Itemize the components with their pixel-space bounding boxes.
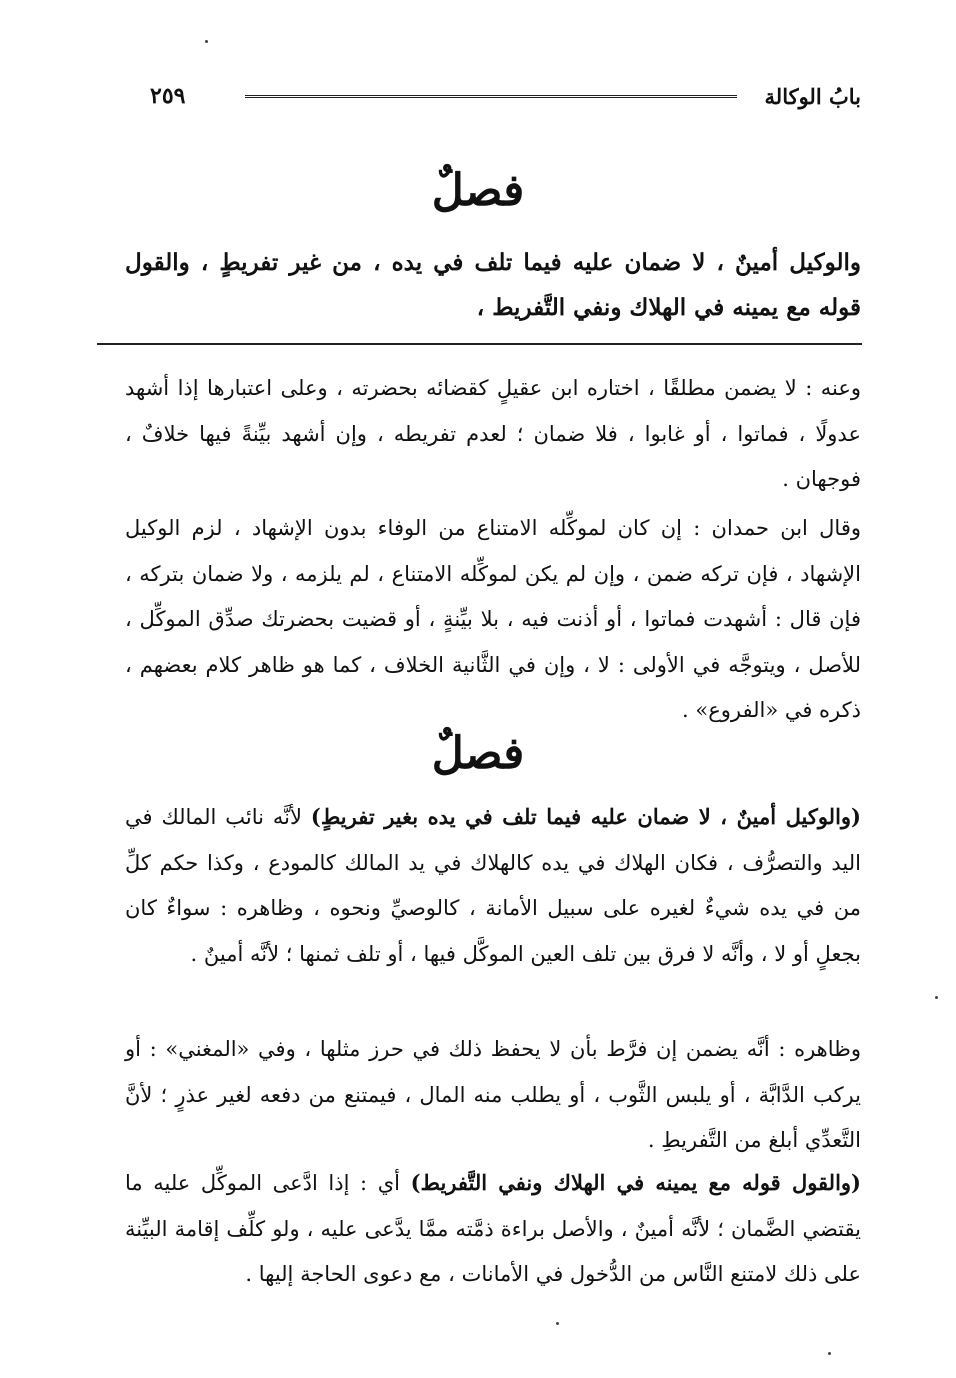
running-title: بابُ الوكالة bbox=[764, 83, 861, 109]
scan-speck bbox=[935, 996, 938, 999]
paragraph-1: وعنه : لا يضمن مطلقًا ، اختاره ابن عقيلٍ كقضائه بحضرته ، وعلى اعتبارها إذا أشهد عدولًا ، فماتوا ، أو غابوا ، فلا ضمان ؛ لعدم تفريطه ، وإن أشهد بيِّنةً فيها خلافٌ ، فوجهان . bbox=[125, 376, 861, 491]
header-rule bbox=[245, 95, 736, 98]
commentary-2: أي : إذا ادَّعى الموكِّل عليه ما يقتضي الضَّمان ؛ لأنَّه أمينٌ ، والأصل براءة ذمَّته ممَّا يدَّعى عليه ، ولو كلِّف إقامة البيِّنة على ذلك لامتنع النَّاس من الدُّخول في الأمانات ، مع دعوى الحاجة إليها . bbox=[125, 1171, 861, 1286]
matn-text: والوكيل أمينٌ ، لا ضمان عليه فيما تلف في يده ، من غير تفريطٍ ، والقول قوله مع يمينه في الهلاك ونفي التَّفريط ، bbox=[125, 249, 861, 321]
scan-speck bbox=[828, 1352, 831, 1355]
section-title-2: فصلٌ bbox=[431, 728, 525, 779]
paragraph-2: وقال ابن حمدان : إن كان لموكِّله الامتناع من الوفاء بدون الإشهاد ، لزم الوكيل الإشهاد ، فإن تركه ضمن ، وإن لم يكن لموكِّله الامتناع ، لم يلزمه ، ولا ضمان بتركه ، فإن قال : أشهدت فماتوا ، أو أذنت فيه ، بلا بيِّنةٍ ، أو قضيت بحضرتك صدِّق الموكِّل ، للأصل ، ويتوجَّه في الأولى : لا ، وإن في الثَّانية الخلاف ، كما هو ظاهر كلام بعضهم ، ذكره في «الفروع» . bbox=[125, 516, 861, 722]
page-number: ٢٥٩ bbox=[150, 83, 186, 109]
scan-speck bbox=[205, 40, 208, 43]
paragraph-3 bbox=[125, 794, 861, 977]
matn-separator-rule bbox=[97, 343, 862, 345]
section-title-1: فصلٌ bbox=[431, 165, 525, 216]
paragraph-4: وظاهره : أنَّه يضمن إن فرَّط بأن لا يحفظ ذلك في حرز مثلها ، وفي «المغني» : أو يركب الدَّابَّة ، أو يلبس الثَّوب ، أو يطلب منه المال ، فيمتنع من دفعه لغير عذرٍ ؛ لأنَّ التَّعدِّي أبلغ من التَّفريطِ . bbox=[125, 1037, 861, 1152]
page-header bbox=[130, 76, 861, 116]
scan-speck bbox=[556, 1322, 559, 1325]
matn-quote-1: (والوكيل أمينٌ ، لا ضمان عليه فيما تلف في يده بغير تفريطٍ) bbox=[310, 804, 861, 829]
paragraph-5 bbox=[125, 1160, 861, 1298]
matn-quote-2: (والقول قوله مع يمينه في الهلاك ونفي التَّفريط) bbox=[410, 1170, 861, 1195]
commentary-1: لأنَّه نائب المالك في اليد والتصرُّف ، فكان الهلاك في يده كالهلاك في يد المالك كالمودع ، وكذا حكم كلِّ من في يده شيءٌ لغيره على سبيل الأمانة ، كالوصيِّ ونحوه ، وظاهره : سواءٌ كان بجعلٍ أو لا ، وأنَّه لا فرق بين تلف العين الموكَّل فيها ، أو تلف ثمنها ؛ لأنَّه أمينٌ . bbox=[125, 805, 861, 966]
